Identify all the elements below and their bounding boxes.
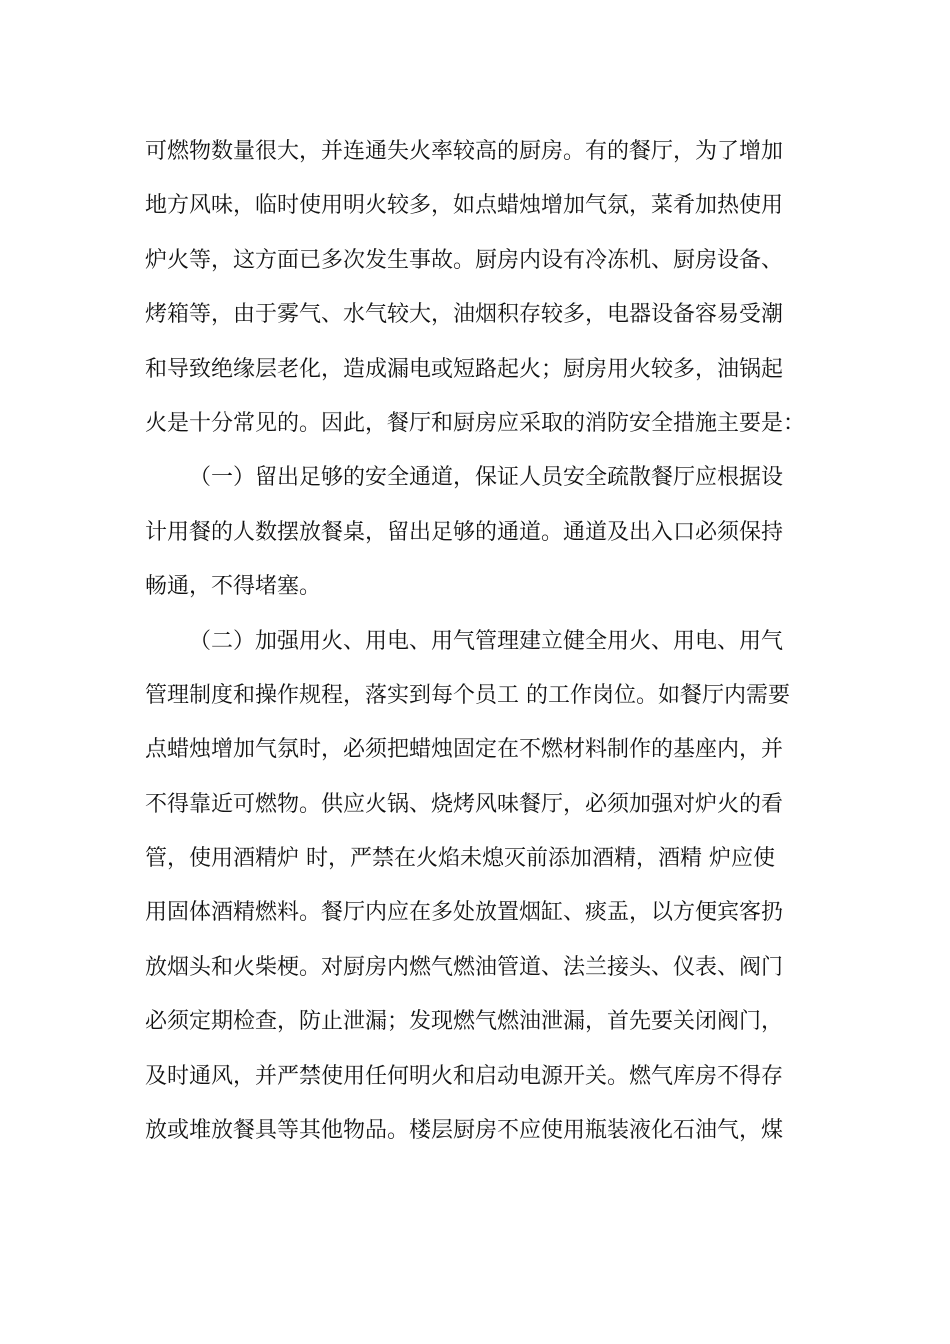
section-1-first-line: （一）留出足够的安全通道，保证人员安全疏散餐厅应根据设: [189, 465, 784, 491]
text-line: 畅通，不得堵塞。: [145, 574, 322, 600]
text-line: 地方风味，临时使用明火较多，如点蜡烛增加气氛，菜肴加热使用: [145, 193, 784, 219]
text-line: 放烟头和火柴梗。对厨房内燃气燃油管道、法兰接头、仪表、阀门: [145, 954, 784, 980]
text-line: 炉火等，这方面已多次发生事故。厨房内设有冷冻机、厨房设备、: [145, 247, 784, 273]
body-text: [145, 130, 810, 1163]
text-line: 火是十分常见的。因此，餐厅和厨房应采取的消防安全措施主要是：: [145, 410, 806, 436]
text-line: 烤箱等，由于雾气、水气较大，油烟积存较多，电器设备容易受潮: [145, 302, 784, 328]
text-line: 和导致绝缘层老化，造成漏电或短路起火；厨房用火较多，油锅起: [145, 356, 784, 382]
text-line: 可燃物数量很大，并连通失火率较高的厨房。有的餐厅，为了增加: [145, 139, 784, 164]
text-line: 不得靠近可燃物。供应火锅、烧烤风味餐厅，必须加强对炉火的看: [145, 791, 784, 817]
text-line: 管，使用酒精炉 时，严禁在火焰未熄灭前添加酒精，酒精 炉应使: [145, 846, 775, 872]
text-line: 点蜡烛增加气氛时，必须把蜡烛固定在不燃材料制作的基座内，并: [145, 737, 784, 763]
text-line: 必须定期检查，防止泄漏；发现燃气燃油泄漏，首先要关闭阀门，: [145, 1009, 784, 1035]
text-line: 计用餐的人数摆放餐桌，留出足够的通道。通道及出入口必须保持: [145, 519, 784, 545]
section-2-first-line: （二）加强用火、用电、用气管理建立健全用火、用电、用气: [189, 628, 784, 654]
text-line: 放或堆放餐具等其他物品。楼层厨房不应使用瓶装液化石油气，煤: [145, 1118, 784, 1144]
text-line: 用固体酒精燃料。餐厅内应在多处放置烟缸、痰盂，以方便宾客扔: [145, 900, 784, 926]
text-line: 管理制度和操作规程，落实到每个员工 的工作岗位。如餐厅内需要: [145, 682, 790, 708]
text-line: 及时通风，并严禁使用任何明火和启动电源开关。燃气库房不得存: [145, 1063, 784, 1089]
